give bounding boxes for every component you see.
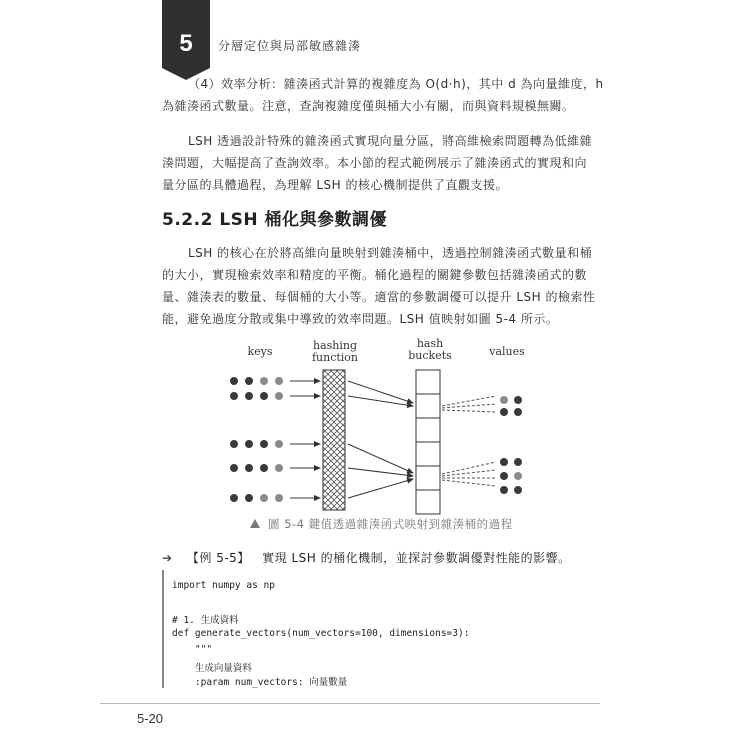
text-line: LSH 透過設計特殊的雜湊函式實現向量分區，將高維檢索問題轉為低維雜 <box>188 134 593 148</box>
text-line: 量、雜湊表的數量、每個桶的大小等。適當的參數調優可以提升 LSH 的檢索性 <box>162 290 596 304</box>
example-label: 【例 5-5】 <box>186 551 250 565</box>
bucket <box>416 418 440 442</box>
text-line: 為雜湊函式數量。注意，查詢複雜度僅與桶大小有關，而與資料規模無關。 <box>162 99 575 113</box>
bucket <box>416 466 440 490</box>
figure-caption: 圖 5-4 鍵值透過雜湊函式映射到雜湊桶的過程 <box>250 516 513 532</box>
code-line: import numpy as np <box>172 580 275 591</box>
hashing-function-label: hashing function <box>311 339 359 364</box>
bucket <box>416 370 440 394</box>
paragraph-bucketing <box>162 242 596 330</box>
hash-buckets-label: hash buckets <box>408 337 452 362</box>
example-text: 實現 LSH 的桶化機制，並探討參數調優對性能的影響。 <box>262 551 571 565</box>
text-line: 的大小，實現檢索效率和精度的平衡。桶化過程的關鍵參數包括雜湊函式的數 <box>162 268 588 282</box>
key-to-hash-arrows <box>290 381 320 498</box>
triangle-icon <box>250 519 260 528</box>
code-line: # 1. 生成資料 <box>172 615 239 626</box>
lsh-diagram <box>220 338 540 518</box>
values-label: values <box>489 345 525 358</box>
text-line: LSH 的核心在於將高維向量映射到雜湊桶中，透過控制雜湊函式數量和桶 <box>188 246 593 260</box>
hash-buckets <box>416 370 440 514</box>
bucket-to-value-links <box>442 396 496 486</box>
section-heading: 5.2.2 LSH 桶化與參數調優 <box>162 210 388 230</box>
code-line: """ <box>172 644 213 655</box>
arrow-right-icon: ➔ <box>162 551 173 565</box>
bucket <box>416 442 440 466</box>
example-heading <box>162 549 571 566</box>
code-line: def generate_vectors(num_vectors=100, dimensions=3): <box>172 628 470 639</box>
text-line: （4）效率分析：雜湊函式計算的複雜度為 O(d·h)，其中 d 為向量維度，h <box>188 77 604 91</box>
paragraph-summary <box>162 130 592 196</box>
chapter-title: 分層定位與局部敏感雜湊 <box>218 39 362 53</box>
text-line: 能，避免過度分散或集中導致的效率問題。LSH 值映射如圖 5-4 所示。 <box>162 312 559 326</box>
footer-rule <box>100 703 600 704</box>
bucket <box>416 490 440 514</box>
code-line: 生成向量資料 <box>172 663 252 674</box>
code-block <box>162 570 592 688</box>
hashing-function-block <box>323 370 345 510</box>
chapter-tab <box>162 0 210 68</box>
chapter-number: 5 <box>179 30 193 57</box>
hash-to-bucket-arrows <box>348 381 413 498</box>
bucket <box>416 394 440 418</box>
keys-label: keys <box>247 345 273 358</box>
key-dots <box>230 377 283 502</box>
value-dots <box>500 396 522 494</box>
code-line: :param num_vectors: 向量數量 <box>172 677 348 688</box>
page-number: 5-20 <box>137 711 164 726</box>
text-line: 量分區的具體過程，為理解 LSH 的核心機制提供了直觀支援。 <box>162 178 508 192</box>
text-line: 湊問題，大幅提高了查詢效率。本小節的程式範例展示了雜湊函式的實現和向 <box>162 156 588 170</box>
paragraph-efficiency <box>162 73 604 117</box>
lsh-mapping-figure <box>220 338 540 518</box>
